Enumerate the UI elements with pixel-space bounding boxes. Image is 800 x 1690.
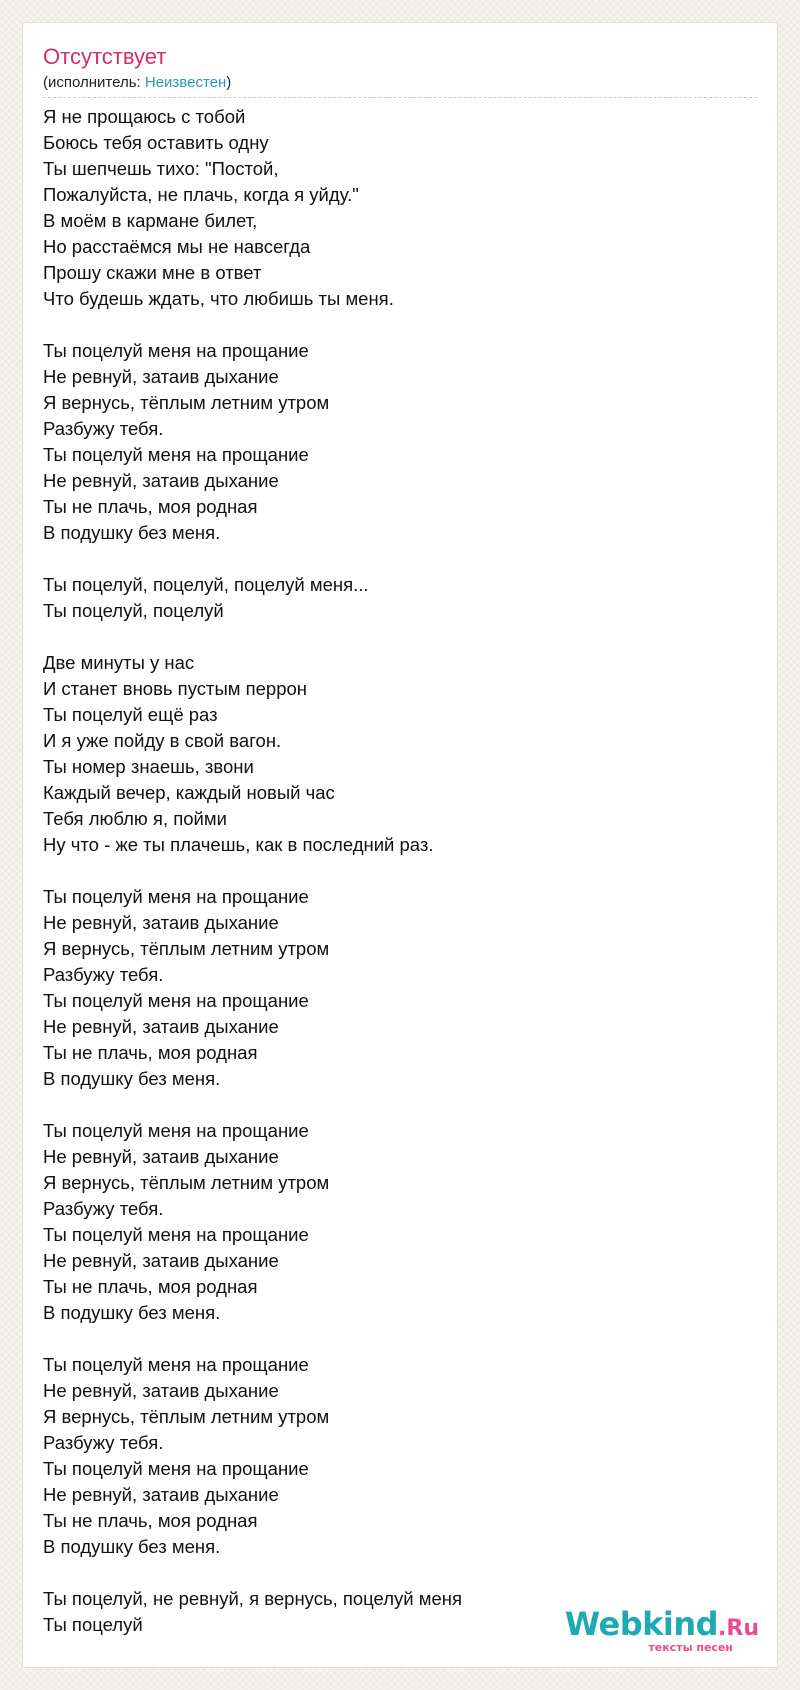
- lyric-line: Ты не плачь, моя родная: [43, 1042, 258, 1063]
- lyric-line: Я не прощаюсь с тобой: [43, 106, 246, 127]
- lyric-line: Не ревнуй, затаив дыхание: [43, 470, 279, 491]
- lyric-line: Две минуты у нас: [43, 652, 195, 673]
- lyrics-card: [22, 22, 778, 1668]
- lyric-line: Ты поцелуй меня на прощание: [43, 340, 309, 361]
- lyric-line: Ну что - же ты плачешь, как в последний раз.: [43, 834, 434, 855]
- artist-link[interactable]: Неизвестен: [144, 74, 227, 91]
- lyric-line: Ты поцелуй меня на прощание: [43, 990, 309, 1011]
- lyric-line: Не ревнуй, затаив дыхание: [43, 912, 279, 933]
- artist-suffix: ): [226, 74, 232, 91]
- lyric-line: Я вернусь, тёплым летним утром: [43, 938, 330, 959]
- lyric-line: Ты поцелуй меня на прощание: [43, 1120, 309, 1141]
- lyric-line: Ты поцелуй меня на прощание: [43, 1458, 309, 1479]
- lyrics-stanza: [43, 104, 743, 312]
- lyrics-stanza: [43, 1118, 743, 1326]
- lyric-line: Ты поцелуй, не ревнуй, я вернусь, поцелуй меня: [43, 1588, 462, 1609]
- lyric-line: Не ревнуй, затаив дыхание: [43, 1250, 279, 1271]
- lyric-line: В моём в кармане билет,: [43, 210, 258, 231]
- lyric-line: Ты поцелуй меня на прощание: [43, 1354, 309, 1375]
- lyric-line: Каждый вечер, каждый новый час: [43, 782, 335, 803]
- lyric-line: Не ревнуй, затаив дыхание: [43, 366, 279, 387]
- lyric-line: Ты поцелуй меня на прощание: [43, 1224, 309, 1245]
- lyric-line: Ты поцелуй ещё раз: [43, 704, 218, 725]
- lyric-line: Ты поцелуй, поцелуй, поцелуй меня...: [43, 574, 369, 595]
- lyric-line: И станет вновь пустым перрон: [43, 678, 308, 699]
- lyric-line: Ты не плачь, моя родная: [43, 1510, 258, 1531]
- lyric-line: Тебя люблю я, пойми: [43, 808, 227, 829]
- lyric-line: Ты номер знаешь, звони: [43, 756, 254, 777]
- lyric-line: Боюсь тебя оставить одну: [43, 132, 269, 153]
- lyric-line: Не ревнуй, затаив дыхание: [43, 1380, 279, 1401]
- lyric-line: Не ревнуй, затаив дыхание: [43, 1146, 279, 1167]
- lyric-line: В подушку без меня.: [43, 1302, 221, 1323]
- lyric-line: Разбужу тебя.: [43, 1432, 164, 1453]
- logo-domain: .Ru: [718, 1616, 759, 1641]
- dashed-divider: [43, 97, 757, 98]
- lyric-line: Не ревнуй, затаив дыхание: [43, 1016, 279, 1037]
- lyric-line: Прошу скажи мне в ответ: [43, 262, 262, 283]
- lyric-line: Ты шепчешь тихо: "Постой,: [43, 158, 279, 179]
- lyric-line: Пожалуйста, не плачь, когда я уйду.": [43, 184, 359, 205]
- lyric-line: Ты поцелуй меня на прощание: [43, 444, 309, 465]
- lyrics-stanza: [43, 884, 743, 1092]
- lyrics-stanza: [43, 338, 743, 546]
- lyric-line: В подушку без меня.: [43, 1068, 221, 1089]
- lyric-line: Что будешь ждать, что любишь ты меня.: [43, 288, 394, 309]
- lyric-line: И я уже пойду в свой вагон.: [43, 730, 282, 751]
- artist-line: [43, 73, 231, 93]
- artist-prefix: (исполнитель:: [43, 74, 145, 91]
- lyrics-stanza: [43, 1352, 743, 1560]
- lyrics-text: [43, 104, 743, 1664]
- lyric-line: Я вернусь, тёплым летним утром: [43, 1172, 330, 1193]
- logo-tagline: тексты песен: [648, 1641, 733, 1654]
- lyric-line: Я вернусь, тёплым летним утром: [43, 1406, 330, 1427]
- lyric-line: Разбужу тебя.: [43, 418, 164, 439]
- lyrics-stanza: [43, 572, 743, 624]
- lyric-line: В подушку без меня.: [43, 522, 221, 543]
- song-title: Отсутствует: [43, 44, 167, 69]
- logo-brand: Webkind: [564, 1605, 719, 1643]
- lyric-line: Я вернусь, тёплым летним утром: [43, 392, 330, 413]
- lyrics-stanza: [43, 650, 743, 858]
- lyric-line: Но расстаёмся мы не навсегда: [43, 236, 311, 257]
- lyric-line: Ты поцелуй, поцелуй: [43, 600, 224, 621]
- lyric-line: Не ревнуй, затаив дыхание: [43, 1484, 279, 1505]
- lyric-line: Ты не плачь, моя родная: [43, 1276, 258, 1297]
- lyric-line: Разбужу тебя.: [43, 1198, 164, 1219]
- lyric-line: Ты поцелуй меня на прощание: [43, 886, 309, 907]
- lyric-line: В подушку без меня.: [43, 1536, 221, 1557]
- webkind-logo: [564, 1605, 759, 1655]
- lyric-line: Разбужу тебя.: [43, 964, 164, 985]
- lyric-line: Ты не плачь, моя родная: [43, 496, 258, 517]
- lyric-line: Ты поцелуй: [43, 1614, 143, 1635]
